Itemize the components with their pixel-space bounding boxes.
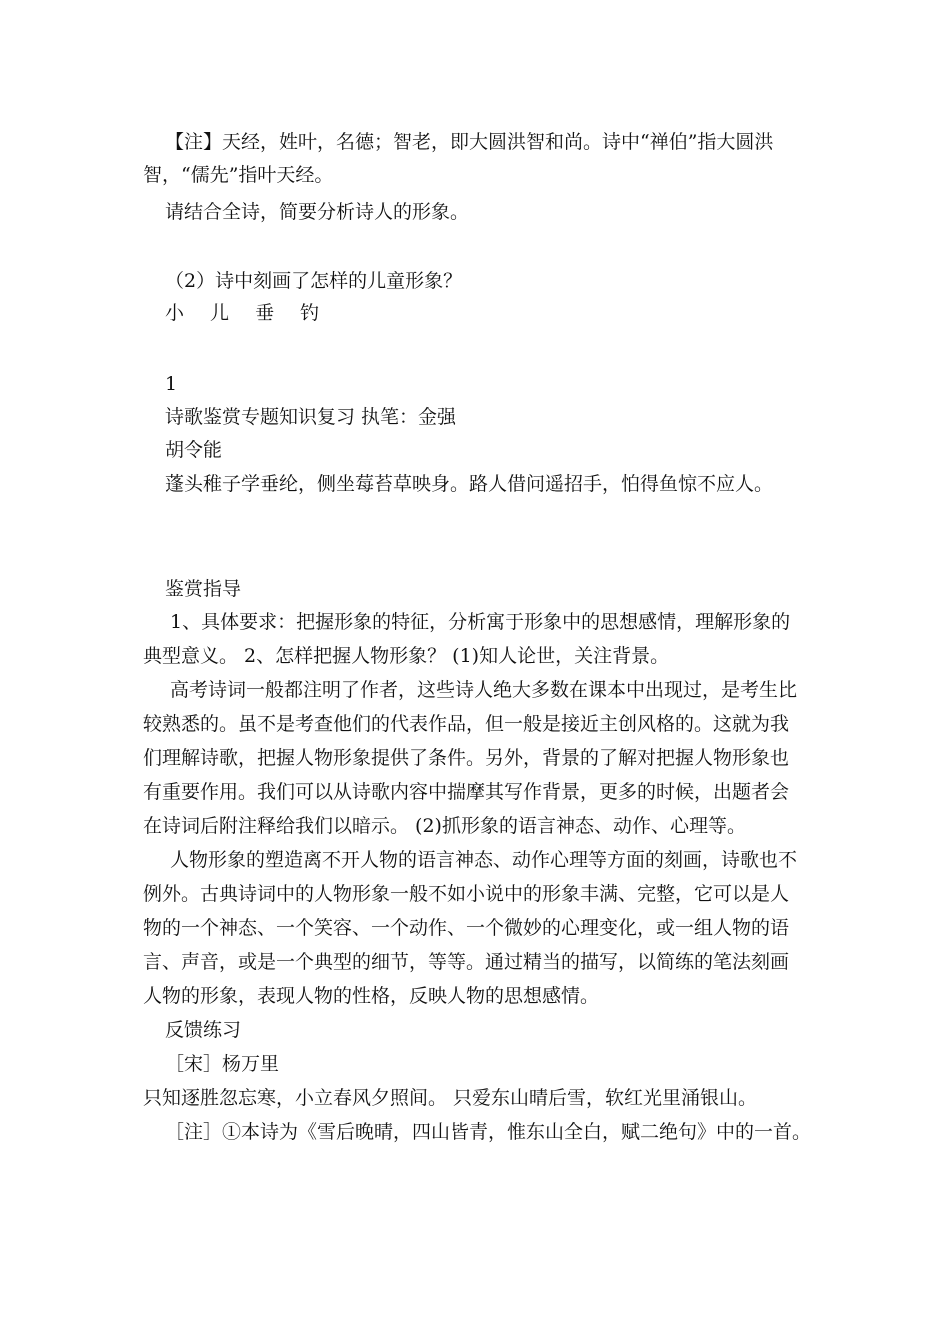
guidance-line: 较熟悉的。虽不是考查他们的代表作品，但一般是接近主创风格的。这就为我 — [143, 713, 790, 735]
practice-heading: 反馈练习 — [165, 1019, 242, 1041]
guidance-line: 例外。古典诗词中的人物形象一般不如小说中的形象丰满、完整，它可以是人 — [143, 883, 790, 905]
guidance-line: 在诗词后附注释给我们以暗示。 (2)抓形象的语言神态、动作、心理等。 — [143, 815, 746, 837]
note-line: 【注】天经，姓叶，名德；智老，即大圆洪智和尚。诗中“禅伯”指大圆洪 — [165, 131, 774, 153]
document-header: 诗歌鉴赏专题知识复习 执笔：金强 — [165, 406, 457, 428]
poem-body: 蓬头稚子学垂纶，侧坐莓苔草映身。路人借问遥招手，怕得鱼惊不应人。 — [165, 473, 774, 495]
guidance-line: 人物形象的塑造离不开人物的语言神态、动作心理等方面的刻画，诗歌也不 — [170, 849, 798, 871]
guidance-line: 物的一个神态、一个笑容、一个动作、一个微妙的心理变化，或一组人物的语 — [143, 917, 790, 939]
question-1: 请结合全诗，简要分析诗人的形象。 — [165, 201, 470, 223]
poem-author: 胡令能 — [165, 439, 223, 461]
practice-note: ［注］①本诗为《雪后晚晴，四山皆青，惟东山全白，赋二绝句》中的一首。 — [165, 1121, 812, 1143]
guidance-line: 言、声音，或是一个典型的细节，等等。通过精当的描写，以简练的笔法刻画 — [143, 951, 790, 973]
note-line: 智，“儒先”指叶天经。 — [143, 164, 334, 186]
guidance-heading: 鉴赏指导 — [165, 578, 242, 600]
guidance-line: 典型意义。 2、怎样把握人物形象？ (1)知人论世，关注背景。 — [143, 645, 670, 667]
guidance-line: 们理解诗歌，把握人物形象提供了条件。另外，背景的了解对把握人物形象也 — [143, 747, 790, 769]
practice-author: ［宋］杨万里 — [165, 1053, 280, 1075]
practice-poem: 只知逐胜忽忘寒，小立春风夕照间。 只爱东山晴后雪，软红光里涌银山。 — [143, 1087, 758, 1109]
poem-title: 小 儿 垂 钓 — [165, 302, 330, 324]
guidance-line: 1、具体要求：把握形象的特征，分析寓于形象中的思想感情，理解形象的 — [170, 611, 791, 633]
page-number: 1 — [165, 373, 178, 395]
question-2: （2）诗中刻画了怎样的儿童形象？ — [165, 270, 463, 292]
guidance-line: 有重要作用。我们可以从诗歌内容中揣摩其写作背景，更多的时候，出题者会 — [143, 781, 790, 803]
guidance-line: 人物的形象，表现人物的性格，反映人物的思想感情。 — [143, 985, 600, 1007]
guidance-line: 高考诗词一般都注明了作者，这些诗人绝大多数在课本中出现过，是考生比 — [170, 679, 798, 701]
